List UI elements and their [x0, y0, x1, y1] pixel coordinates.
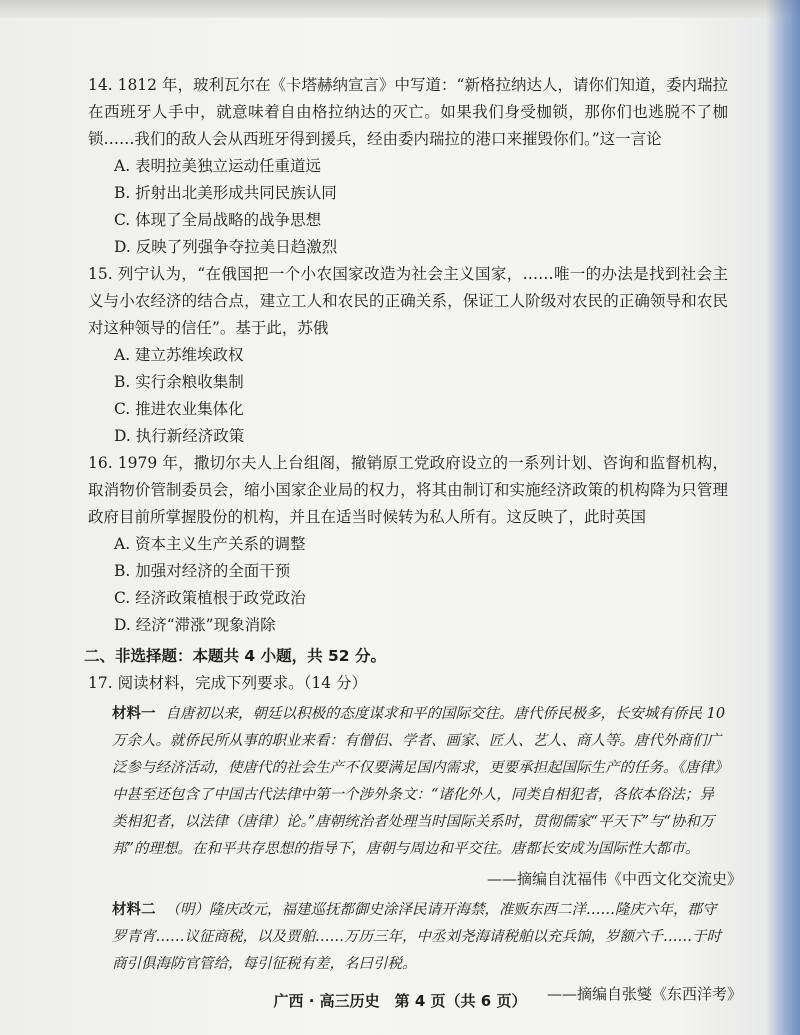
option-d: D. 执行新经济政策 [114, 427, 245, 445]
option-c: C. 体现了全局战略的战争思想 [114, 211, 322, 229]
question-stem: 16. 1979 年，撒切尔夫人上台组阁，撤销原工党政府设立的一系列计划、咨询和监督机构，取消物价管制委员会，缩小国家企业局的权力，将其由制订和实施经济政策的机构降为只管理政府目前所掌握股份的机构，并且在适当时候转为私人所有。这反映了，此时英国 [88, 454, 728, 526]
material-1 [112, 701, 728, 863]
question-14 [88, 72, 728, 261]
section-heading: 二、非选择题：本题共 4 小题，共 52 分。 [84, 647, 386, 665]
option-a: A. 资本主义生产关系的调整 [114, 535, 306, 553]
option-b: B. 折射出北美形成共同民族认同 [114, 184, 337, 202]
question-17 [88, 670, 742, 1008]
material-label: 材料二 [112, 902, 156, 918]
option-b: B. 加强对经济的全面干预 [114, 562, 291, 580]
material-text: 自唐初以来，朝廷以积极的态度谋求和平的国际交往。唐代侨民极多，长安城有侨民 10 万余人。就侨民所从事的职业来看：有僧侣、学者、画家、匠人、艺人、商人等。唐代外商们广泛参与经济活动，使唐代的社会生产不仅要满足国内需求，更要承担起国际生产的任务。《唐律》中甚至还包含了中国古代法律中第一个涉外条文：“诸化外人，同类自相犯者，各依本俗法；异类相犯者，以法律（唐律）论。”唐朝统治者处理当时国际关系时，贯彻儒家“平天下”与“协和万邦”的理想。在和平共存思想的指导下，唐朝与周边和平交往。唐都长安成为国际性大都市。 [112, 706, 726, 857]
scan-top-shadow [0, 0, 800, 18]
material-source: ——摘编自沈福伟《中西文化交流史》 [486, 870, 742, 888]
question-stem: 17. 阅读材料，完成下列要求。（14 分） [88, 674, 367, 692]
material-2 [112, 897, 728, 978]
material-text: （明）隆庆改元，福建巡抚都御史涂泽民请开海禁，准贩东西二洋……隆庆六年，郡守罗青宵……议征商税，以及贾舶……万历三年，中丞刘尧海请税舶以充兵饷，岁额六千……于时商引俱海防官管给，每引征税有差，名曰引税。 [112, 902, 721, 972]
question-16 [88, 450, 728, 639]
question-stem: 14. 1812 年，玻利瓦尔在《卡塔赫纳宣言》中写道：“新格拉纳达人，请你们知道，委内瑞拉在西班牙人手中，就意味着自由格拉纳达的灭亡。如果我们身受枷锁，那你们也逃脱不了枷锁……我们的敌人会从西班牙得到援兵，经由委内瑞拉的港口来摧毁你们。”这一言论 [88, 76, 728, 148]
option-d: D. 反映了列强争夺拉美日趋激烈 [114, 238, 338, 256]
option-c: C. 推进农业集体化 [114, 400, 244, 418]
question-stem: 15. 列宁认为，“在俄国把一个小农国家改造为社会主义国家，……唯一的办法是找到社会主义与小农经济的结合点，建立工人和农民的正确关系，保证工人阶级对农民的正确领导和农民对这种领导的信任”。基于此，苏俄 [88, 265, 728, 337]
option-a: A. 建立苏维埃政权 [114, 346, 244, 364]
scan-edge-shadow [766, 0, 800, 1035]
page-content [84, 72, 742, 1008]
material-label: 材料一 [112, 706, 156, 722]
option-a: A. 表明拉美独立运动任重道远 [114, 157, 322, 175]
question-15 [88, 261, 728, 450]
page-footer: 广西 · 高三历史 第 4 页（共 6 页） [273, 992, 527, 1010]
option-d: D. 经济“滞涨”现象消除 [114, 616, 276, 634]
material-source: ——摘编自张燮《东西洋考》 [546, 985, 742, 1003]
option-c: C. 经济政策植根于政党政治 [114, 589, 306, 607]
option-b: B. 实行余粮收集制 [114, 373, 244, 391]
